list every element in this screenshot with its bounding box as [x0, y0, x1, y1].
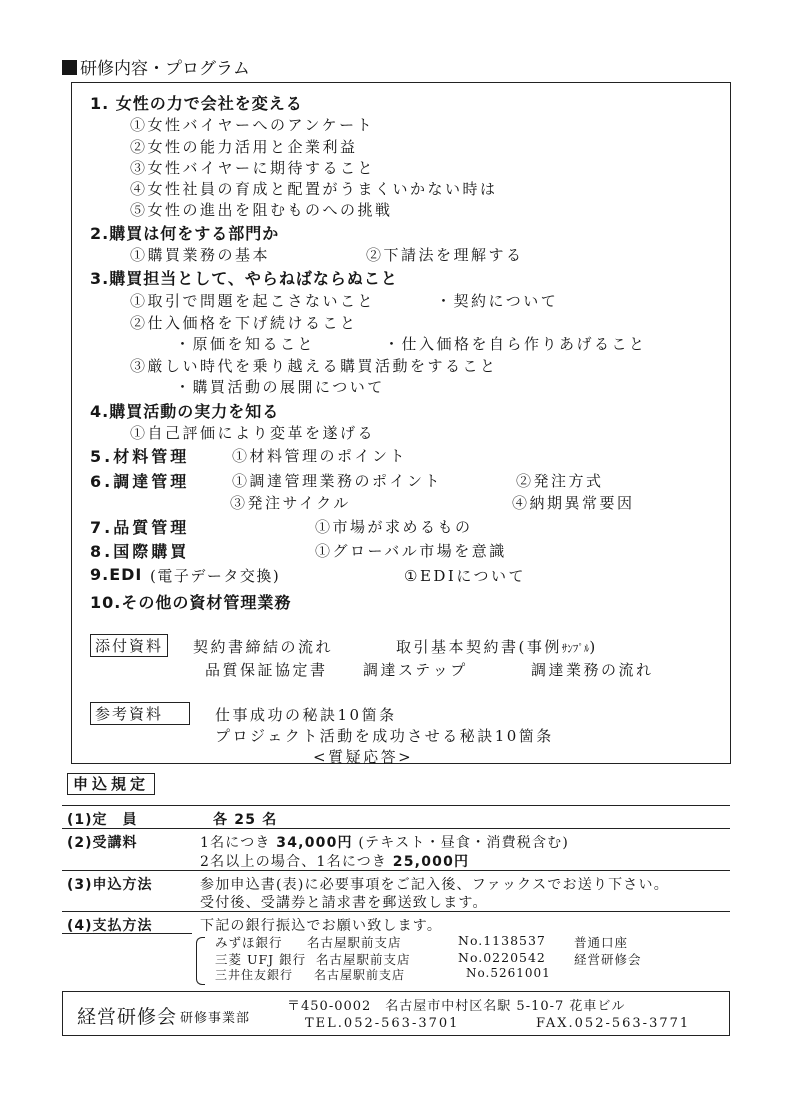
- payment-text: 下記の銀行振込でお願い致します。: [200, 918, 443, 934]
- program-item-1-heading: 1. 女性の力で会社を変える: [90, 94, 303, 113]
- program-item-6-sub-4: ④納期異常要因: [512, 494, 635, 512]
- program-item-3-sub-3: ③厳しい時代を乗り越える購買活動をすること: [130, 357, 498, 375]
- capacity-label: (1)定 員: [67, 812, 138, 828]
- fee-line-1-suffix: (テキスト・昼食・消費税含む): [358, 835, 570, 851]
- application-rules-title: 申込規定: [67, 773, 155, 795]
- attachment-procurement-flow: 調達業務の流れ: [531, 661, 654, 679]
- program-item-8-heading: 8.国際購買: [90, 542, 190, 561]
- attachment-basic-contract: [396, 636, 598, 657]
- footer-address: 〒450-0002 名古屋市中村区名駅 5-10-7 花車ビル: [287, 999, 626, 1014]
- apply-label: (3)申込方法: [67, 877, 153, 893]
- program-item-2-sub-1: ①購買業務の基本: [130, 246, 271, 264]
- apply-line-2: 受付後、受講券と請求書を郵送致します。: [200, 895, 488, 911]
- program-item-5-heading: 5.材料管理: [90, 447, 190, 466]
- program-item-4-heading: 4.購買活動の実力を知る: [90, 402, 280, 421]
- program-item-9-heading-note: (電子データ交換): [150, 567, 281, 585]
- program-item-6-sub-3: ③発注サイクル: [230, 494, 351, 512]
- program-item-7-heading: 7.品質管理: [90, 518, 190, 537]
- bank-1-name: みずほ銀行: [215, 935, 283, 950]
- rules-divider-3: [62, 870, 730, 871]
- bank-3-branch: 名古屋駅前支店: [314, 968, 406, 982]
- fee-line-1-prefix: 1名につき: [200, 835, 271, 851]
- reference-line-1: 仕事成功の秘訣10箇条: [215, 706, 397, 724]
- attachment-close-paren: ): [589, 638, 598, 656]
- bank-bracket: [196, 937, 205, 985]
- program-item-1-sub-5: ⑤女性の進出を阻むものへの挑戦: [130, 201, 393, 219]
- fee-line-1: [200, 832, 569, 852]
- program-item-3-sub-2-note-2: ・仕入価格を自ら作りあげること: [384, 335, 647, 353]
- footer-tel: TEL.052-563-3701: [305, 1016, 460, 1031]
- program-item-3-heading: 3.購買担当として、やらねばならぬこと: [90, 269, 398, 288]
- fee-line-2-prefix: 2名以上の場合、1名につき: [200, 854, 388, 870]
- bank-1-number: No.1138537: [458, 933, 546, 948]
- bank-3-number: No.5261001: [466, 966, 551, 980]
- program-item-5-sub: ①材料管理のポイント: [232, 447, 408, 465]
- rules-divider-1: [62, 805, 730, 806]
- attachment-contract-flow: 契約書締結の流れ: [193, 638, 334, 656]
- fee-line-1-amount: 34,000円: [276, 835, 353, 851]
- fee-line-2-amount: 25,000円: [392, 854, 470, 870]
- program-item-3-sub-3-note: ・購買活動の展開について: [175, 378, 385, 396]
- program-item-3-sub-1-note: ・契約について: [436, 292, 559, 310]
- program-item-8-sub: ①グローバル市場を意識: [315, 542, 507, 560]
- program-item-2-sub-2: ②下請法を理解する: [366, 246, 524, 264]
- account-name: 経営研修会: [574, 952, 642, 967]
- rules-divider-5: [62, 933, 192, 934]
- rules-divider-2: [62, 828, 730, 829]
- reference-line-2: プロジェクト活動を成功させる秘訣10箇条: [215, 727, 554, 745]
- attachment-basic-contract-text: 取引基本契約書(事例: [396, 638, 562, 656]
- reference-line-3: <質疑応答>: [313, 748, 414, 766]
- rules-divider-4: [62, 911, 730, 912]
- apply-line-1: 参加申込書(表)に必要事項をご記入後、ファックスでお送り下さい。: [200, 877, 669, 893]
- payment-label: (4)支払方法: [67, 918, 153, 934]
- program-item-4-sub: ①自己評価により変革を遂げる: [130, 424, 376, 442]
- program-item-1-sub-4: ④女性社員の育成と配置がうまくいかない時は: [130, 180, 498, 198]
- bank-2-branch: 名古屋駅前支店: [316, 952, 411, 967]
- attachment-procurement-steps: 調達ステップ: [363, 661, 468, 679]
- program-item-3-sub-2: ②仕入価格を下げ続けること: [130, 314, 358, 332]
- black-square-icon: [62, 60, 77, 75]
- program-item-10-heading: 10.その他の資材管理業務: [90, 593, 292, 612]
- bank-1-branch: 名古屋駅前支店: [307, 935, 402, 950]
- program-item-6-heading: 6.調達管理: [90, 472, 190, 491]
- program-item-1-sub-3: ③女性バイヤーに期待すること: [130, 159, 376, 177]
- section-title-text: 研修内容・プログラム: [80, 59, 250, 79]
- footer-org: 経営研修会: [77, 1006, 178, 1028]
- section-title: [62, 54, 250, 79]
- references-label: 参考資料: [90, 702, 190, 725]
- program-item-9-heading: 9.EDI: [90, 565, 143, 584]
- attachment-sample-text: ｻﾝﾌﾟﾙ: [561, 642, 590, 655]
- attachments-label: 添付資料: [90, 634, 168, 657]
- footer-dept: 研修事業部: [180, 1011, 251, 1026]
- bank-2-name: 三菱 UFJ 銀行: [215, 952, 307, 967]
- fee-label: (2)受講料: [67, 835, 138, 851]
- bank-2-number: No.0220542: [458, 950, 546, 965]
- program-item-2-heading: 2.購買は何をする部門か: [90, 224, 280, 243]
- footer-fax: FAX.052-563-3771: [536, 1016, 691, 1031]
- attachment-quality-agreement: 品質保証協定書: [205, 661, 328, 679]
- program-item-3-sub-1: ①取引で問題を起こさないこと: [130, 292, 376, 310]
- program-item-7-sub: ①市場が求めるもの: [315, 518, 473, 536]
- program-item-6-sub-1: ①調達管理業務のポイント: [232, 472, 443, 490]
- program-item-1-sub-1: ①女性バイヤーへのアンケート: [130, 116, 375, 134]
- capacity-value: 各 25 名: [213, 812, 278, 828]
- account-type: 普通口座: [574, 935, 629, 950]
- program-item-6-sub-2: ②発注方式: [516, 472, 604, 490]
- program-item-3-sub-2-note-1: ・原価を知ること: [175, 335, 316, 353]
- program-item-9-sub: ①EDIについて: [404, 567, 527, 585]
- fee-line-2: [200, 851, 469, 871]
- bank-3-name: 三井住友銀行: [215, 968, 294, 982]
- program-item-1-sub-2: ②女性の能力活用と企業利益: [130, 138, 358, 156]
